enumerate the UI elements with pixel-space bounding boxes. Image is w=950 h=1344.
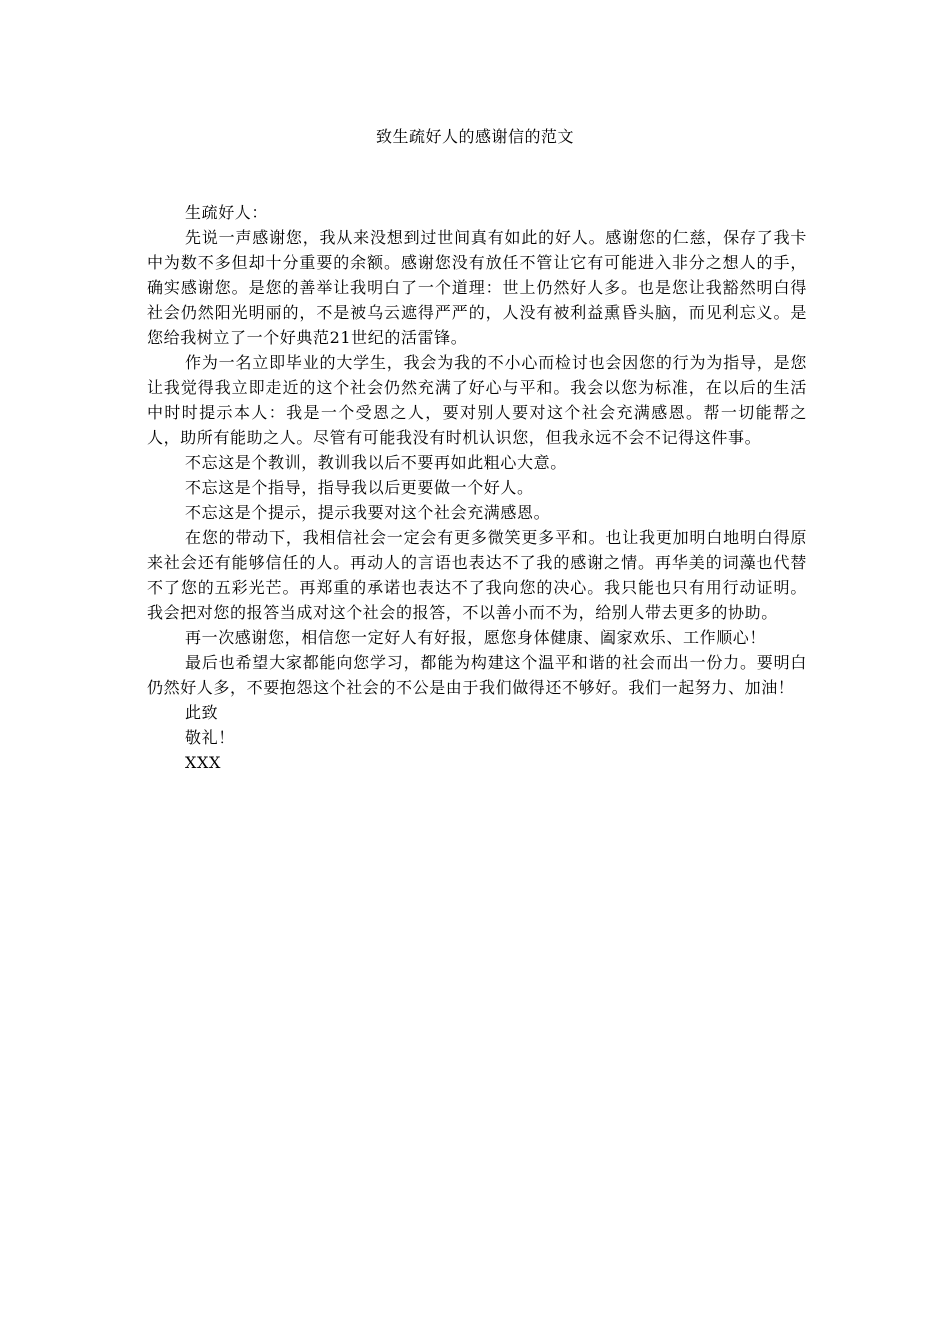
document-title: 致生疏好人的感谢信的范文 — [375, 127, 574, 146]
paragraph: 作为一名立即毕业的大学生，我会为我的不小心而检讨也会因您的行为为指导，是您让我觉得我立即走近的这个社会仍然充满了好心与平和。我会以您为标准，在以后的生活中时时提示本人：我是一个受恩之人，要对别人要对这个社会充满感恩。帮一切能帮之人，助所有能助之人。尽管有可能我没有时机认识您，但我永远不会不记得这件事。 — [147, 353, 807, 447]
paragraph: 最后也希望大家都能向您学习，都能为构建这个温平和谐的社会而出一份力。要明白仍然好人多，不要抱怨这个社会的不公是由于我们做得还不够好。我们一起努力、加油！ — [147, 653, 807, 697]
paragraph: 再一次感谢您，相信您一定好人有好报，愿您身体健康、阖家欢乐、工作顺心！ — [185, 628, 767, 647]
letter-body — [147, 200, 807, 775]
signature: XXX — [185, 753, 221, 772]
paragraph: 在您的带动下，我相信社会一定会有更多微笑更多平和。也让我更加明白地明白得原来社会还有能够信任的人。再动人的言语也表达不了我的感谢之情。再华美的词藻也代替不了您的五彩光芒。再郑重的承诺也表达不了我向您的决心。我只能也只有用行动证明。我会把对您的报答当成对这个社会的报答，不以善小而不为，给别人带去更多的协助。 — [147, 528, 807, 622]
salutation: 生疏好人： — [185, 203, 269, 222]
paragraph: 不忘这是个提示，提示我要对这个社会充满感恩。 — [185, 503, 551, 522]
paragraph: 不忘这是个指导，指导我以后更要做一个好人。 — [185, 478, 534, 497]
regards-line: 敬礼！ — [185, 728, 235, 747]
closing-line: 此致 — [185, 703, 219, 722]
paragraph: 不忘这是个教训，教训我以后不要再如此粗心大意。 — [185, 453, 567, 472]
paragraph: 先说一声感谢您，我从来没想到过世间真有如此的好人。感谢您的仁慈，保存了我卡中为数不多但却十分重要的余额。感谢您没有放任不管让它有可能进入非分之想人的手，确实感谢您。是您的善举让我明白了一个道理：世上仍然好人多。也是您让我豁然明白得社会仍然阳光明丽的，不是被乌云遮得严严的，人没有被利益熏昏头脑，而见利忘义。是您给我树立了一个好典范21世纪的活雷锋。 — [147, 228, 807, 347]
